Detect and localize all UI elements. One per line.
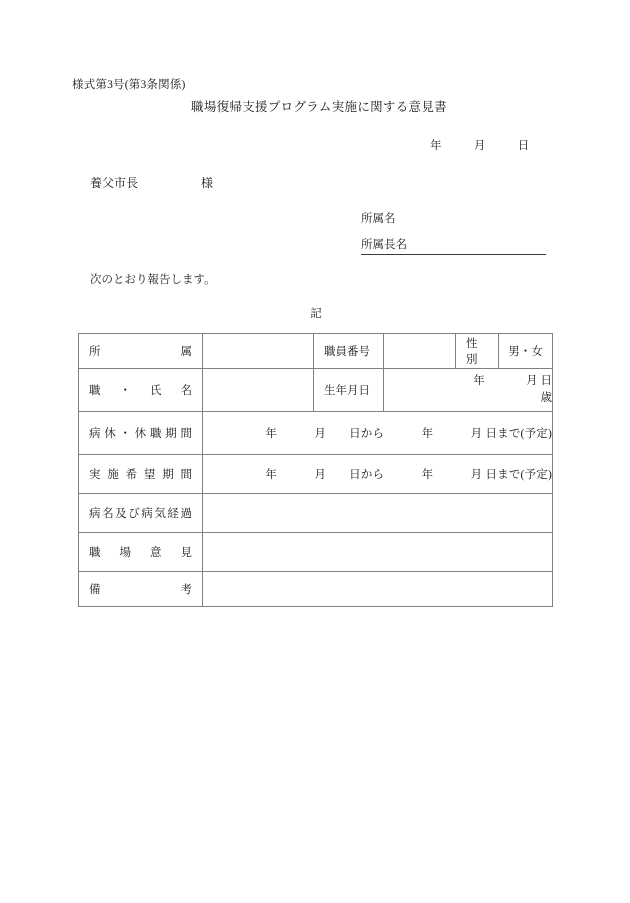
label-char: 意 — [150, 547, 162, 559]
birthdate-line — [384, 373, 552, 390]
label-char: ・ — [119, 428, 131, 440]
label-char: 期 — [165, 428, 177, 440]
to-year-label: 年 — [421, 469, 434, 481]
birth-year-label: 年 — [473, 375, 485, 388]
label-char: 名 — [102, 508, 114, 520]
cell-input-requested-period[interactable] — [203, 455, 553, 494]
addressee-name: 養父市長 — [90, 176, 139, 190]
table-row — [79, 412, 553, 455]
label-char: 職 — [150, 428, 162, 440]
cell-input-diagnosis[interactable] — [203, 494, 553, 533]
label-text: 生年月日 — [324, 385, 370, 397]
label-char: 過 — [180, 508, 192, 520]
table-row — [79, 334, 553, 369]
label-char: ・ — [119, 385, 131, 397]
cell-label-workplace-opinion — [79, 533, 203, 572]
addressee-honorific: 様 — [201, 176, 214, 190]
to-month-label: 月 — [470, 428, 483, 440]
cell-label-diagnosis — [79, 494, 203, 533]
date-day-label: 日 — [517, 140, 530, 152]
department-head-label: 所属長名 — [361, 230, 546, 255]
age-line — [384, 390, 552, 407]
date-month-label: 月 — [473, 140, 486, 152]
cell-sex-options[interactable]: 男・女 — [499, 334, 553, 369]
label-char: 備 — [89, 584, 101, 596]
label-char: 間 — [180, 469, 192, 481]
label-char: び — [128, 508, 140, 520]
label-char: 考 — [180, 584, 192, 596]
from-year-label: 年 — [265, 428, 278, 440]
cell-label-remarks — [79, 572, 203, 607]
from-year-label: 年 — [265, 469, 278, 481]
label-char: 所 — [89, 346, 101, 358]
cell-input-remarks[interactable] — [203, 572, 553, 607]
label-char: 間 — [180, 428, 192, 440]
cell-label-department — [79, 334, 203, 369]
label-char: 期 — [162, 469, 174, 481]
cell-label-birthdate — [314, 369, 384, 412]
from-day-label: 日から — [349, 469, 385, 481]
cell-input-leave-period[interactable] — [203, 412, 553, 455]
table-row — [79, 572, 553, 607]
label-char: 職員番号 — [324, 346, 370, 358]
cell-label-sex — [456, 334, 499, 369]
label-char: 休 — [104, 428, 116, 440]
table-row — [79, 533, 553, 572]
birth-day-label: 日 — [540, 375, 552, 388]
to-year-label: 年 — [421, 428, 434, 440]
label-text: 性別 — [466, 338, 478, 366]
label-char: 施 — [107, 469, 119, 481]
label-char: 名 — [180, 385, 192, 397]
form-number: 様式第3号(第3条関係) — [72, 79, 186, 91]
cell-input-birthdate[interactable] — [384, 369, 553, 412]
cell-label-leave-period — [79, 412, 203, 455]
cell-input-workplace-opinion[interactable] — [203, 533, 553, 572]
to-month-label: 月 — [470, 469, 483, 481]
label-char: 病 — [141, 508, 153, 520]
label-char: 実 — [89, 469, 101, 481]
to-day-label: 日まで(予定) — [485, 469, 552, 481]
label-char: 見 — [180, 547, 192, 559]
label-char: 職 — [89, 385, 101, 397]
from-month-label: 月 — [314, 428, 327, 440]
report-sentence: 次のとおり報告します。 — [90, 274, 216, 286]
from-month-label: 月 — [314, 469, 327, 481]
department-label: 所属名 — [361, 213, 396, 225]
label-char: 病 — [89, 508, 101, 520]
from-day-label: 日から — [349, 428, 385, 440]
label-char: 病 — [89, 428, 101, 440]
cell-input-department[interactable] — [203, 334, 314, 369]
cell-input-employee-number[interactable] — [384, 334, 456, 369]
cell-label-title-name — [79, 369, 203, 412]
affiliation-block — [361, 210, 546, 255]
table-row — [79, 455, 553, 494]
label-char: 場 — [119, 547, 131, 559]
age-label: 歳 — [540, 392, 552, 404]
birth-month-label: 月 — [526, 375, 538, 388]
date-entry-line — [430, 137, 529, 153]
addressee — [90, 174, 213, 191]
table-row — [79, 494, 553, 533]
cell-input-title-name[interactable] — [203, 369, 314, 412]
label-char: 望 — [143, 469, 156, 481]
opinion-form-table — [78, 333, 553, 607]
to-day-label: 日まで(予定) — [485, 428, 552, 440]
date-year-label: 年 — [430, 140, 442, 152]
page-title: 職場復帰支援プログラム実施に関する意見書 — [191, 100, 447, 114]
label-char: 及 — [115, 508, 127, 520]
ki-marker: 記 — [310, 308, 322, 320]
cell-label-employee-number — [314, 334, 384, 369]
label-char: 職 — [89, 547, 101, 559]
cell-label-requested-period — [79, 455, 203, 494]
label-char: 氏 — [150, 385, 162, 397]
label-char: 経 — [167, 508, 179, 520]
table-row — [79, 369, 553, 412]
label-char: 希 — [125, 469, 138, 481]
label-char: 休 — [134, 428, 147, 440]
label-char: 属 — [180, 346, 192, 358]
label-char: 気 — [154, 508, 166, 520]
